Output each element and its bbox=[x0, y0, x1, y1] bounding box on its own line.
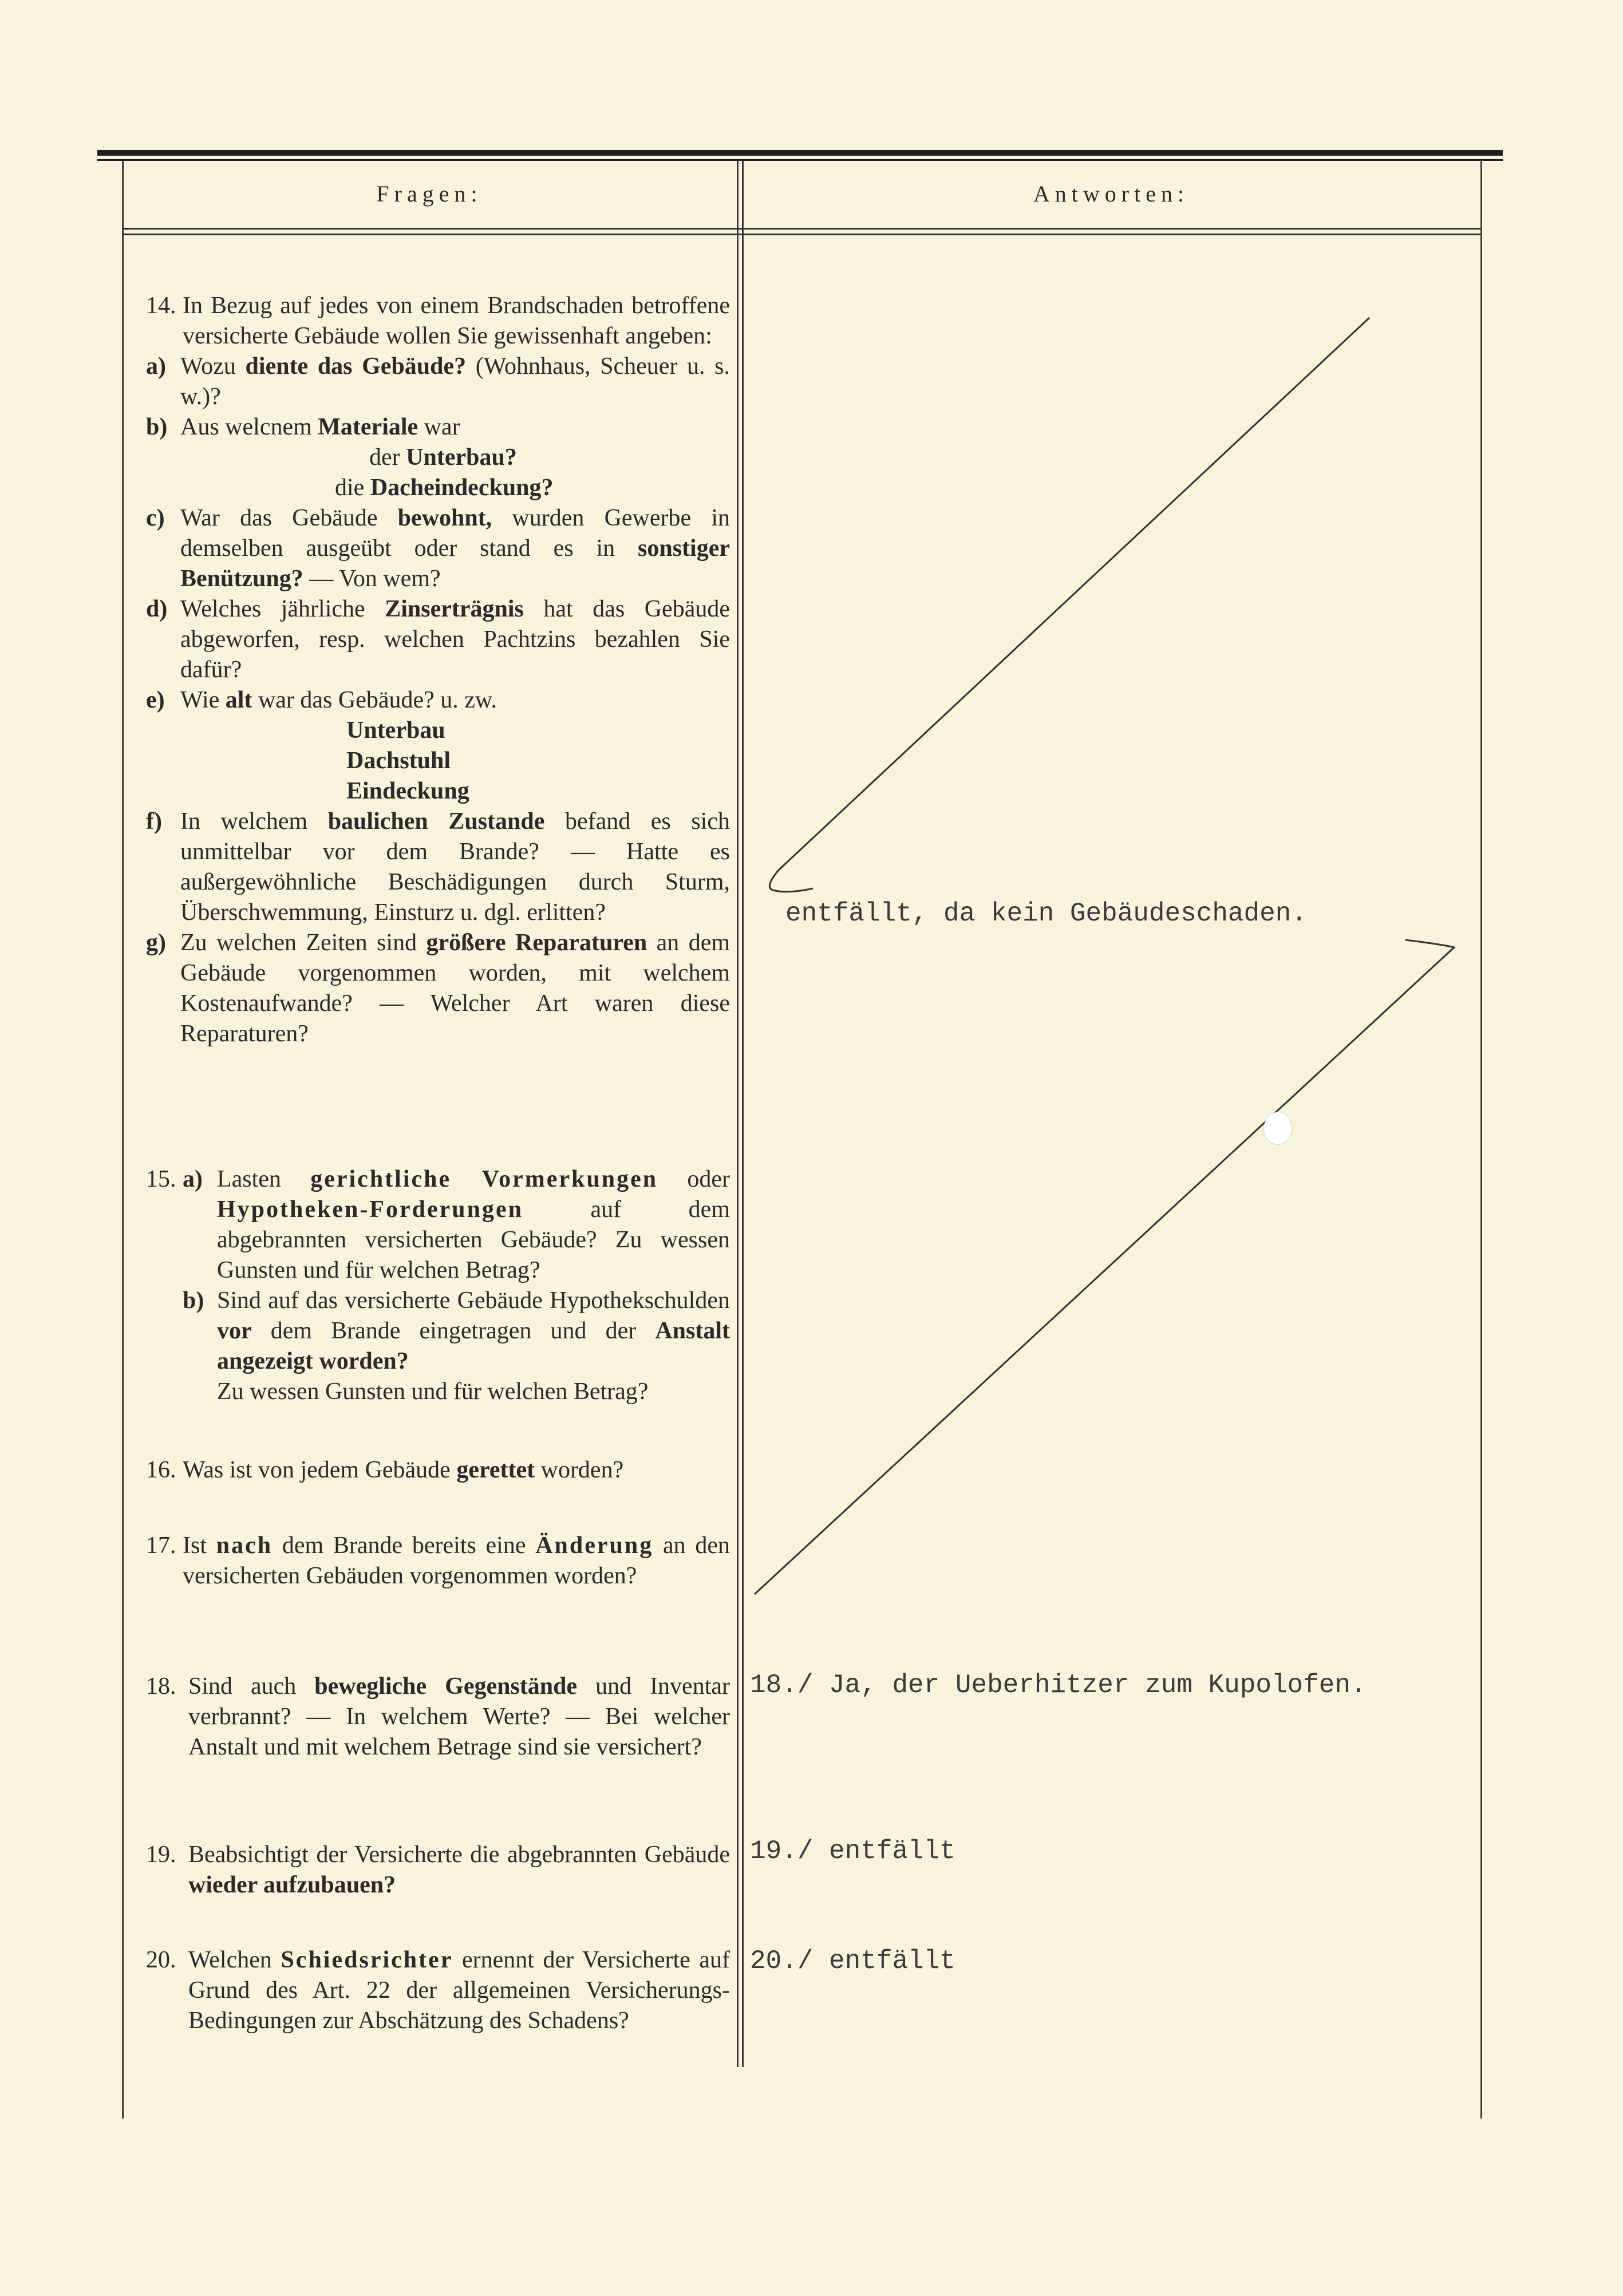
answer-14-17: entfällt, da kein Gebäudeschaden. bbox=[785, 899, 1307, 928]
question-18: 18. Sind auch bewegliche Gegenstände und Inventar verbrannt? — In welchem Werte? — Bei welcher Anstalt und mit welchem Betrage sind sie versichert? bbox=[146, 1673, 730, 1760]
question-20: 20. Welchen Schiedsrichter ernennt der Versicherte auf Grund des Art. 22 der allgemeinen Versicherungs-Bedingungen zur Abschätzung des Schadens? bbox=[146, 1947, 730, 2034]
question-14c: c) War das Gebäude bewohnt, wurden Gewerbe in demselben ausgeübt oder stand es in sonstiger Benützung? — Von wem? bbox=[146, 505, 730, 592]
question-14d: d) Welches jährliche Zinserträgnis hat das Gebäude abgeworfen, resp. welchen Pachtzins bezahlen Sie dafür? bbox=[146, 596, 730, 683]
question-15b: b) Sind auf das versicherte Gebäude Hypothekschulden vor dem Brande eingetragen und der Anstalt angezeigt worden? Zu wessen Gunsten und für welchen Betrag? bbox=[183, 1287, 730, 1405]
answer-20: 20./ entfällt bbox=[750, 1946, 955, 1976]
answer-19: 19./ entfällt bbox=[750, 1836, 955, 1866]
strike-line-lower bbox=[755, 940, 1454, 1594]
question-14e: e) Wie alt war das Gebäude? u. zw. Unterbau Dachstuhl Eindeckung bbox=[146, 687, 497, 804]
punch-hole bbox=[1264, 1112, 1292, 1144]
question-14b: b) Aus welcnem Materiale war der Unterbau? die Dacheindeckung? bbox=[146, 414, 554, 501]
questions-header: Fragen: bbox=[376, 181, 483, 207]
question-14a: a) Wozu diente das Gebäude? (Wohnhaus, Scheuer u. s. w.)? bbox=[146, 353, 730, 410]
question-16: 16. Was ist von jedem Gebäude gerettet worden? bbox=[146, 1457, 624, 1483]
question-14g: g) Zu welchen Zeiten sind größere Reparaturen an dem Gebäude vorgenommen worden, mit welchem Kostenaufwande? — Welcher Art waren diese Reparaturen? bbox=[146, 930, 730, 1047]
question-15: 15. a) Lasten gerichtliche Vormerkungen oder Hypotheken-Forderungen auf dem abgebrannten versicherten Gebäude? Zu wessen Gunsten und für welchen Betrag? b) Sind auf das versicherte Gebäude Hypothekschulden vor dem Brande eingetragen und der Anstalt angezeigt worden? Zu wessen Gunsten und für welchen Betrag? bbox=[146, 1164, 730, 1407]
question-14f: f) In welchem baulichen Zustande befand es sich unmittelbar vor dem Brande? — Hatte es außergewöhnliche Beschädigungen durch Sturm, Überschwemmung, Einsturz u. dgl. erlitten? bbox=[146, 808, 730, 926]
answer-18: 18./ Ja, der Ueberhitzer zum Kupolofen. bbox=[750, 1670, 1367, 1700]
question-15a: a) Lasten gerichtliche Vormerkungen oder Hypotheken-Forderungen auf dem abgebrannten versicherten Gebäude? Zu wessen Gunsten und für welchen Betrag? bbox=[183, 1166, 730, 1283]
answers-header: Antworten: bbox=[1033, 181, 1190, 207]
question-19: 19. Beabsichtigt der Versicherte die abgebrannten Gebäude wieder aufzubauen? bbox=[146, 1841, 730, 1898]
strike-line-upper bbox=[769, 318, 1369, 892]
question-17: 17. Ist nach dem Brande bereits eine Änderung an den versicherten Gebäuden vorgenommen worden? bbox=[146, 1532, 730, 1589]
question-intro: In Bezug auf jedes von einem Brandschaden betroffene versicherte Gebäude wollen Sie gewissenhaft angeben: bbox=[183, 293, 730, 349]
question-number: 14. bbox=[146, 293, 176, 319]
